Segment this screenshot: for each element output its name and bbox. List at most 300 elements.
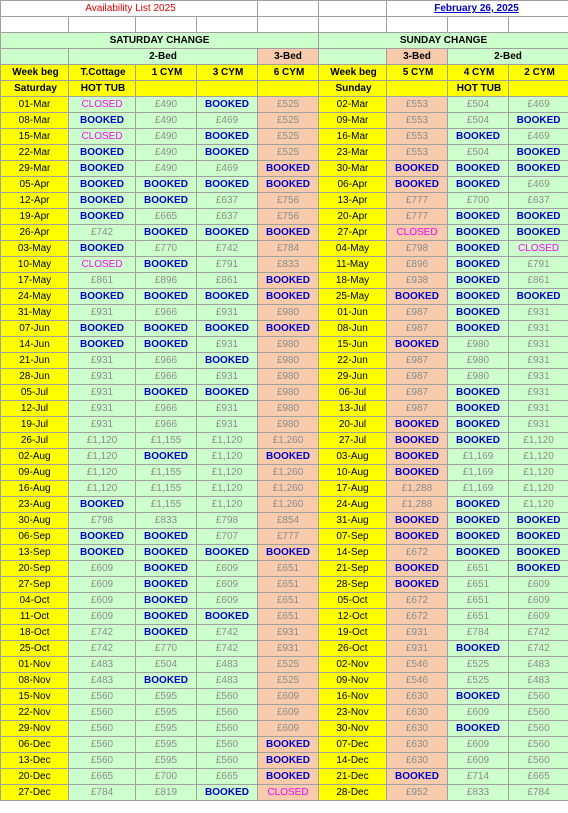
price-value: £651 [276,611,300,622]
sat-week-cell: 06-Sep [1,529,69,545]
cym5-cell [387,417,448,433]
cym5-cell [387,705,448,721]
cym3-cell [197,145,258,161]
sat-week-cell: 04-Oct [1,593,69,609]
sat-week-cell: 12-Apr [1,193,69,209]
booked-status: BOOKED [456,435,500,446]
price-value: £483 [90,659,114,670]
price-value: £798 [215,515,239,526]
price-value: £609 [527,595,550,606]
sun-week-cell: 23-Nov [319,705,387,721]
price-value: £931 [215,371,239,382]
booked-status: BOOKED [144,531,188,542]
price-value: £931 [90,403,114,414]
price-value: £525 [276,675,300,686]
cym3-cell [197,289,258,305]
table-row [1,417,568,433]
cym4-cell [448,97,509,113]
price-value: £756 [276,195,300,206]
list-date[interactable]: February 26, 2025 [387,1,568,17]
booked-status: BOOKED [144,323,188,334]
cym3-cell [197,401,258,417]
cym5-cell [387,161,448,177]
booked-status: BOOKED [516,563,561,574]
cym5-cell [387,337,448,353]
cym2-header: 2 CYM [509,65,568,81]
booked-status: BOOKED [80,115,124,126]
empty-cell [136,81,197,97]
cym6-cell [258,449,319,465]
cym1-cell [136,657,197,673]
cym3-cell [197,625,258,641]
price-value: £742 [215,643,239,654]
sat-week-cell: 23-Aug [1,497,69,513]
booked-status: BOOKED [266,291,310,302]
cym2-cell [509,529,568,545]
cym2-cell [509,769,568,785]
title-row [1,1,568,17]
sun-week-cell: 08-Jun [319,321,387,337]
cym6-cell [258,609,319,625]
booked-status: BOOKED [456,531,500,542]
cym4-cell [448,689,509,705]
booked-status: BOOKED [80,323,124,334]
cym4-cell [448,385,509,401]
booked-status: BOOKED [144,595,188,606]
price-value: £525 [466,659,490,670]
price-value: £931 [90,355,114,366]
booked-status: BOOKED [205,355,249,366]
cym6-cell [258,97,319,113]
cym6-cell [258,673,319,689]
cym4-cell [448,769,509,785]
cym4-cell [448,449,509,465]
cym4-cell [448,577,509,593]
price-value: £560 [90,707,114,718]
price-value: £546 [405,659,429,670]
cym1-cell [136,433,197,449]
cym3-cell [197,257,258,273]
cym1-cell [136,497,197,513]
cym2-cell [509,417,568,433]
table-row [1,705,568,721]
cym5-cell [387,529,448,545]
cym1-cell [136,673,197,689]
cym6-cell [258,481,319,497]
cym5-cell [387,401,448,417]
cym4-cell [448,593,509,609]
cym4-cell [448,497,509,513]
cym4-cell [448,225,509,241]
booked-status: BOOKED [80,195,124,206]
cym4-cell [448,353,509,369]
cym2-cell [509,305,568,321]
booked-status: BOOKED [395,179,439,190]
cym1-cell [136,417,197,433]
booked-status: BOOKED [80,531,124,542]
cym2-cell [509,321,568,337]
cym5-cell [387,449,448,465]
cym3-cell [197,129,258,145]
booked-status: BOOKED [516,227,561,238]
cym5-cell [387,513,448,529]
t-cottage-cell [69,641,136,657]
price-value: £609 [215,579,239,590]
cym5-cell [387,257,448,273]
t-cottage-cell [69,129,136,145]
price-value: £1,169 [462,467,494,478]
table-row [1,225,568,241]
cym3-cell [197,529,258,545]
table-row [1,193,568,209]
cym3-cell [197,657,258,673]
sun-week-cell: 20-Apr [319,209,387,225]
cym1-cell [136,321,197,337]
cym3-cell [197,449,258,465]
empty-cell [319,17,387,33]
t-cottage-cell [69,721,136,737]
price-value: £553 [405,115,429,126]
price-value: £504 [466,115,490,126]
t-cottage-cell [69,113,136,129]
cym4-cell [448,545,509,561]
price-value: £483 [90,675,114,686]
t-cottage-cell [69,705,136,721]
sun-week-cell: 15-Jun [319,337,387,353]
sat-week-cell: 26-Jul [1,433,69,449]
price-value: £672 [405,547,429,558]
cym6-cell [258,497,319,513]
cym4-cell [448,465,509,481]
cym6-cell [258,785,319,801]
sun-week-cell: 28-Sep [319,577,387,593]
booked-status: BOOKED [205,227,249,238]
price-value: £637 [527,195,550,206]
cym2-cell [509,513,568,529]
t-cottage-cell [69,497,136,513]
sat-week-cell: 21-Jun [1,353,69,369]
sun-week-cell: 05-Oct [319,593,387,609]
cym4-cell [448,401,509,417]
booked-status: BOOKED [395,435,439,446]
price-value: £609 [276,691,300,702]
t-cottage-cell [69,657,136,673]
price-value: £609 [90,579,114,590]
sun-week-cell: 13-Apr [319,193,387,209]
price-value: £651 [276,563,300,574]
cym2-cell [509,385,568,401]
booked-status: BOOKED [395,419,439,430]
cym2-cell [509,369,568,385]
table-row [1,129,568,145]
cym2-cell [509,337,568,353]
cym5-cell [387,673,448,689]
cym1-header: 1 CYM [136,65,197,81]
booked-status: BOOKED [144,451,188,462]
booked-status: BOOKED [80,339,124,350]
saturday-change-heading: SATURDAY CHANGE [1,33,319,49]
cym3-cell [197,193,258,209]
cym3-cell [197,369,258,385]
cym3-cell [197,753,258,769]
empty-cell [387,81,448,97]
cym5-cell [387,209,448,225]
t-cottage-cell [69,561,136,577]
sun-week-cell: 28-Dec [319,785,387,801]
booked-status: BOOKED [80,147,124,158]
cym4-cell [448,417,509,433]
sat-week-cell: 30-Aug [1,513,69,529]
price-value: £490 [154,131,178,142]
price-value: £553 [405,131,429,142]
empty-cell [387,17,448,33]
cym6-cell [258,641,319,657]
cym2-cell [509,753,568,769]
booked-status: BOOKED [456,403,500,414]
price-value: £931 [215,339,239,350]
price-value: £980 [466,371,490,382]
empty-cell [509,17,568,33]
booked-status: BOOKED [80,179,124,190]
price-value: £609 [215,595,239,606]
booked-status: BOOKED [144,259,188,270]
price-value: £931 [527,419,550,430]
cym2-cell [509,145,568,161]
booked-status: BOOKED [395,291,439,302]
cym1-cell [136,241,197,257]
closed-status: CLOSED [81,131,123,142]
cym2-cell [509,465,568,481]
price-value: £504 [154,659,178,670]
empty-cell [136,17,197,33]
empty-cell [448,17,509,33]
table-row [1,241,568,257]
price-value: £938 [405,275,429,286]
cym6-cell [258,225,319,241]
price-value: £931 [276,643,300,654]
sun-week-cell: 10-Aug [319,465,387,481]
booked-status: BOOKED [144,611,188,622]
price-value: £700 [154,771,178,782]
t-cottage-cell [69,769,136,785]
t-cottage-cell [69,209,136,225]
price-value: £1,120 [523,467,554,478]
price-value: £931 [527,387,550,398]
sat-week-cell: 02-Aug [1,449,69,465]
t-cottage-cell [69,689,136,705]
price-value: £1,120 [211,467,243,478]
price-value: £490 [154,163,178,174]
cym6-cell [258,433,319,449]
table-row [1,561,568,577]
table-row [1,289,568,305]
cym2-cell [509,593,568,609]
cym3-cell [197,353,258,369]
booked-status: BOOKED [266,323,310,334]
price-value: £560 [215,739,239,750]
price-value: £560 [527,691,550,702]
table-row [1,481,568,497]
cym6-cell [258,353,319,369]
price-value: £525 [276,147,300,158]
t-cottage-cell [69,177,136,193]
cym1-cell [136,689,197,705]
cym1-cell [136,353,197,369]
price-value: £637 [215,195,239,206]
price-value: £987 [405,371,429,382]
cym5-cell [387,353,448,369]
cym2-cell [509,705,568,721]
cym5-cell [387,657,448,673]
cym4-cell [448,113,509,129]
price-value: £651 [276,579,300,590]
booked-status: BOOKED [516,515,561,526]
price-value: £966 [154,355,178,366]
price-value: £777 [276,531,300,542]
sat-week-cell: 28-Jun [1,369,69,385]
price-value: £798 [90,515,114,526]
sat-week-cell: 12-Jul [1,401,69,417]
sun-week-cell: 29-Jun [319,369,387,385]
price-value: £742 [527,627,550,638]
price-value: £1,155 [150,467,182,478]
price-value: £560 [215,691,239,702]
price-value: £651 [466,595,490,606]
sun-week-cell: 23-Mar [319,145,387,161]
booked-status: BOOKED [205,387,249,398]
booked-status: BOOKED [456,419,500,430]
cym1-cell [136,113,197,129]
price-value: £833 [276,259,300,270]
price-value: £560 [215,723,239,734]
price-value: £931 [405,643,429,654]
table-row [1,145,568,161]
sun-week-cell: 02-Nov [319,657,387,673]
booked-status: BOOKED [266,163,310,174]
booked-status: BOOKED [205,611,249,622]
cym2-cell [509,625,568,641]
spacer-row [1,17,568,33]
price-value: £1,288 [401,483,433,494]
sun-week-cell: 24-Aug [319,497,387,513]
cym5-cell [387,545,448,561]
price-value: £784 [90,787,114,798]
table-row [1,161,568,177]
price-value: £987 [405,307,429,318]
cym6-cell [258,257,319,273]
price-value: £525 [276,99,300,110]
booked-status: BOOKED [205,147,249,158]
price-value: £609 [90,563,114,574]
booked-status: BOOKED [80,547,124,558]
price-value: £931 [405,627,429,638]
cym2-cell [509,449,568,465]
empty-cell [1,17,69,33]
cym4-cell [448,193,509,209]
price-value: £1,120 [86,483,118,494]
table-row [1,113,568,129]
price-value: £595 [154,739,178,750]
table-row [1,257,568,273]
price-value: £742 [90,627,114,638]
sat-week-cell: 11-Oct [1,609,69,625]
price-value: £553 [405,147,429,158]
change-day-row [1,33,568,49]
cym5-cell [387,241,448,257]
table-row [1,545,568,561]
booked-status: BOOKED [266,547,310,558]
booked-status: BOOKED [80,163,124,174]
cym5-cell [387,129,448,145]
cym3-cell [197,273,258,289]
sat-week-cell: 15-Mar [1,129,69,145]
cym3-cell [197,97,258,113]
booked-status: BOOKED [144,627,188,638]
cym4-cell [448,129,509,145]
booked-status: BOOKED [456,723,500,734]
cym2-cell [509,561,568,577]
cym2-cell [509,97,568,113]
t-cottage-cell [69,273,136,289]
cym2-cell [509,721,568,737]
t-cottage-cell [69,465,136,481]
cym4-cell [448,321,509,337]
price-value: £1,155 [150,499,182,510]
cym5-cell [387,177,448,193]
price-value: £630 [405,691,429,702]
sat-week-cell: 29-Nov [1,721,69,737]
booked-status: BOOKED [144,387,188,398]
price-value: £833 [466,787,490,798]
cym1-cell [136,785,197,801]
sun-week-cell: 21-Sep [319,561,387,577]
sat-week-cell: 18-Oct [1,625,69,641]
booked-status: BOOKED [266,739,310,750]
column-header-row [1,65,568,81]
cym1-cell [136,769,197,785]
cym1-cell [136,337,197,353]
cym1-cell [136,593,197,609]
price-value: £756 [276,211,300,222]
price-value: £798 [405,243,429,254]
cym6-cell [258,705,319,721]
price-value: £595 [154,755,178,766]
cym4-cell [448,433,509,449]
cym4-cell [448,657,509,673]
cym4-cell [448,673,509,689]
price-value: £609 [466,707,490,718]
booked-status: BOOKED [456,643,500,654]
price-value: £665 [90,771,114,782]
price-value: £791 [215,259,239,270]
cym1-cell [136,737,197,753]
cym5-cell [387,305,448,321]
sat-week-cell: 01-Mar [1,97,69,113]
price-value: £980 [276,355,300,366]
price-value: £931 [90,419,114,430]
cym5-cell [387,97,448,113]
price-value: £966 [154,419,178,430]
cym2-cell [509,497,568,513]
sat-week-cell: 16-Aug [1,481,69,497]
price-value: £980 [276,307,300,318]
price-value: £1,120 [523,483,554,494]
week-beg-header: Week beg [319,65,387,81]
booked-status: BOOKED [456,259,500,270]
table-row [1,577,568,593]
price-value: £469 [215,163,239,174]
sun-week-cell: 30-Mar [319,161,387,177]
